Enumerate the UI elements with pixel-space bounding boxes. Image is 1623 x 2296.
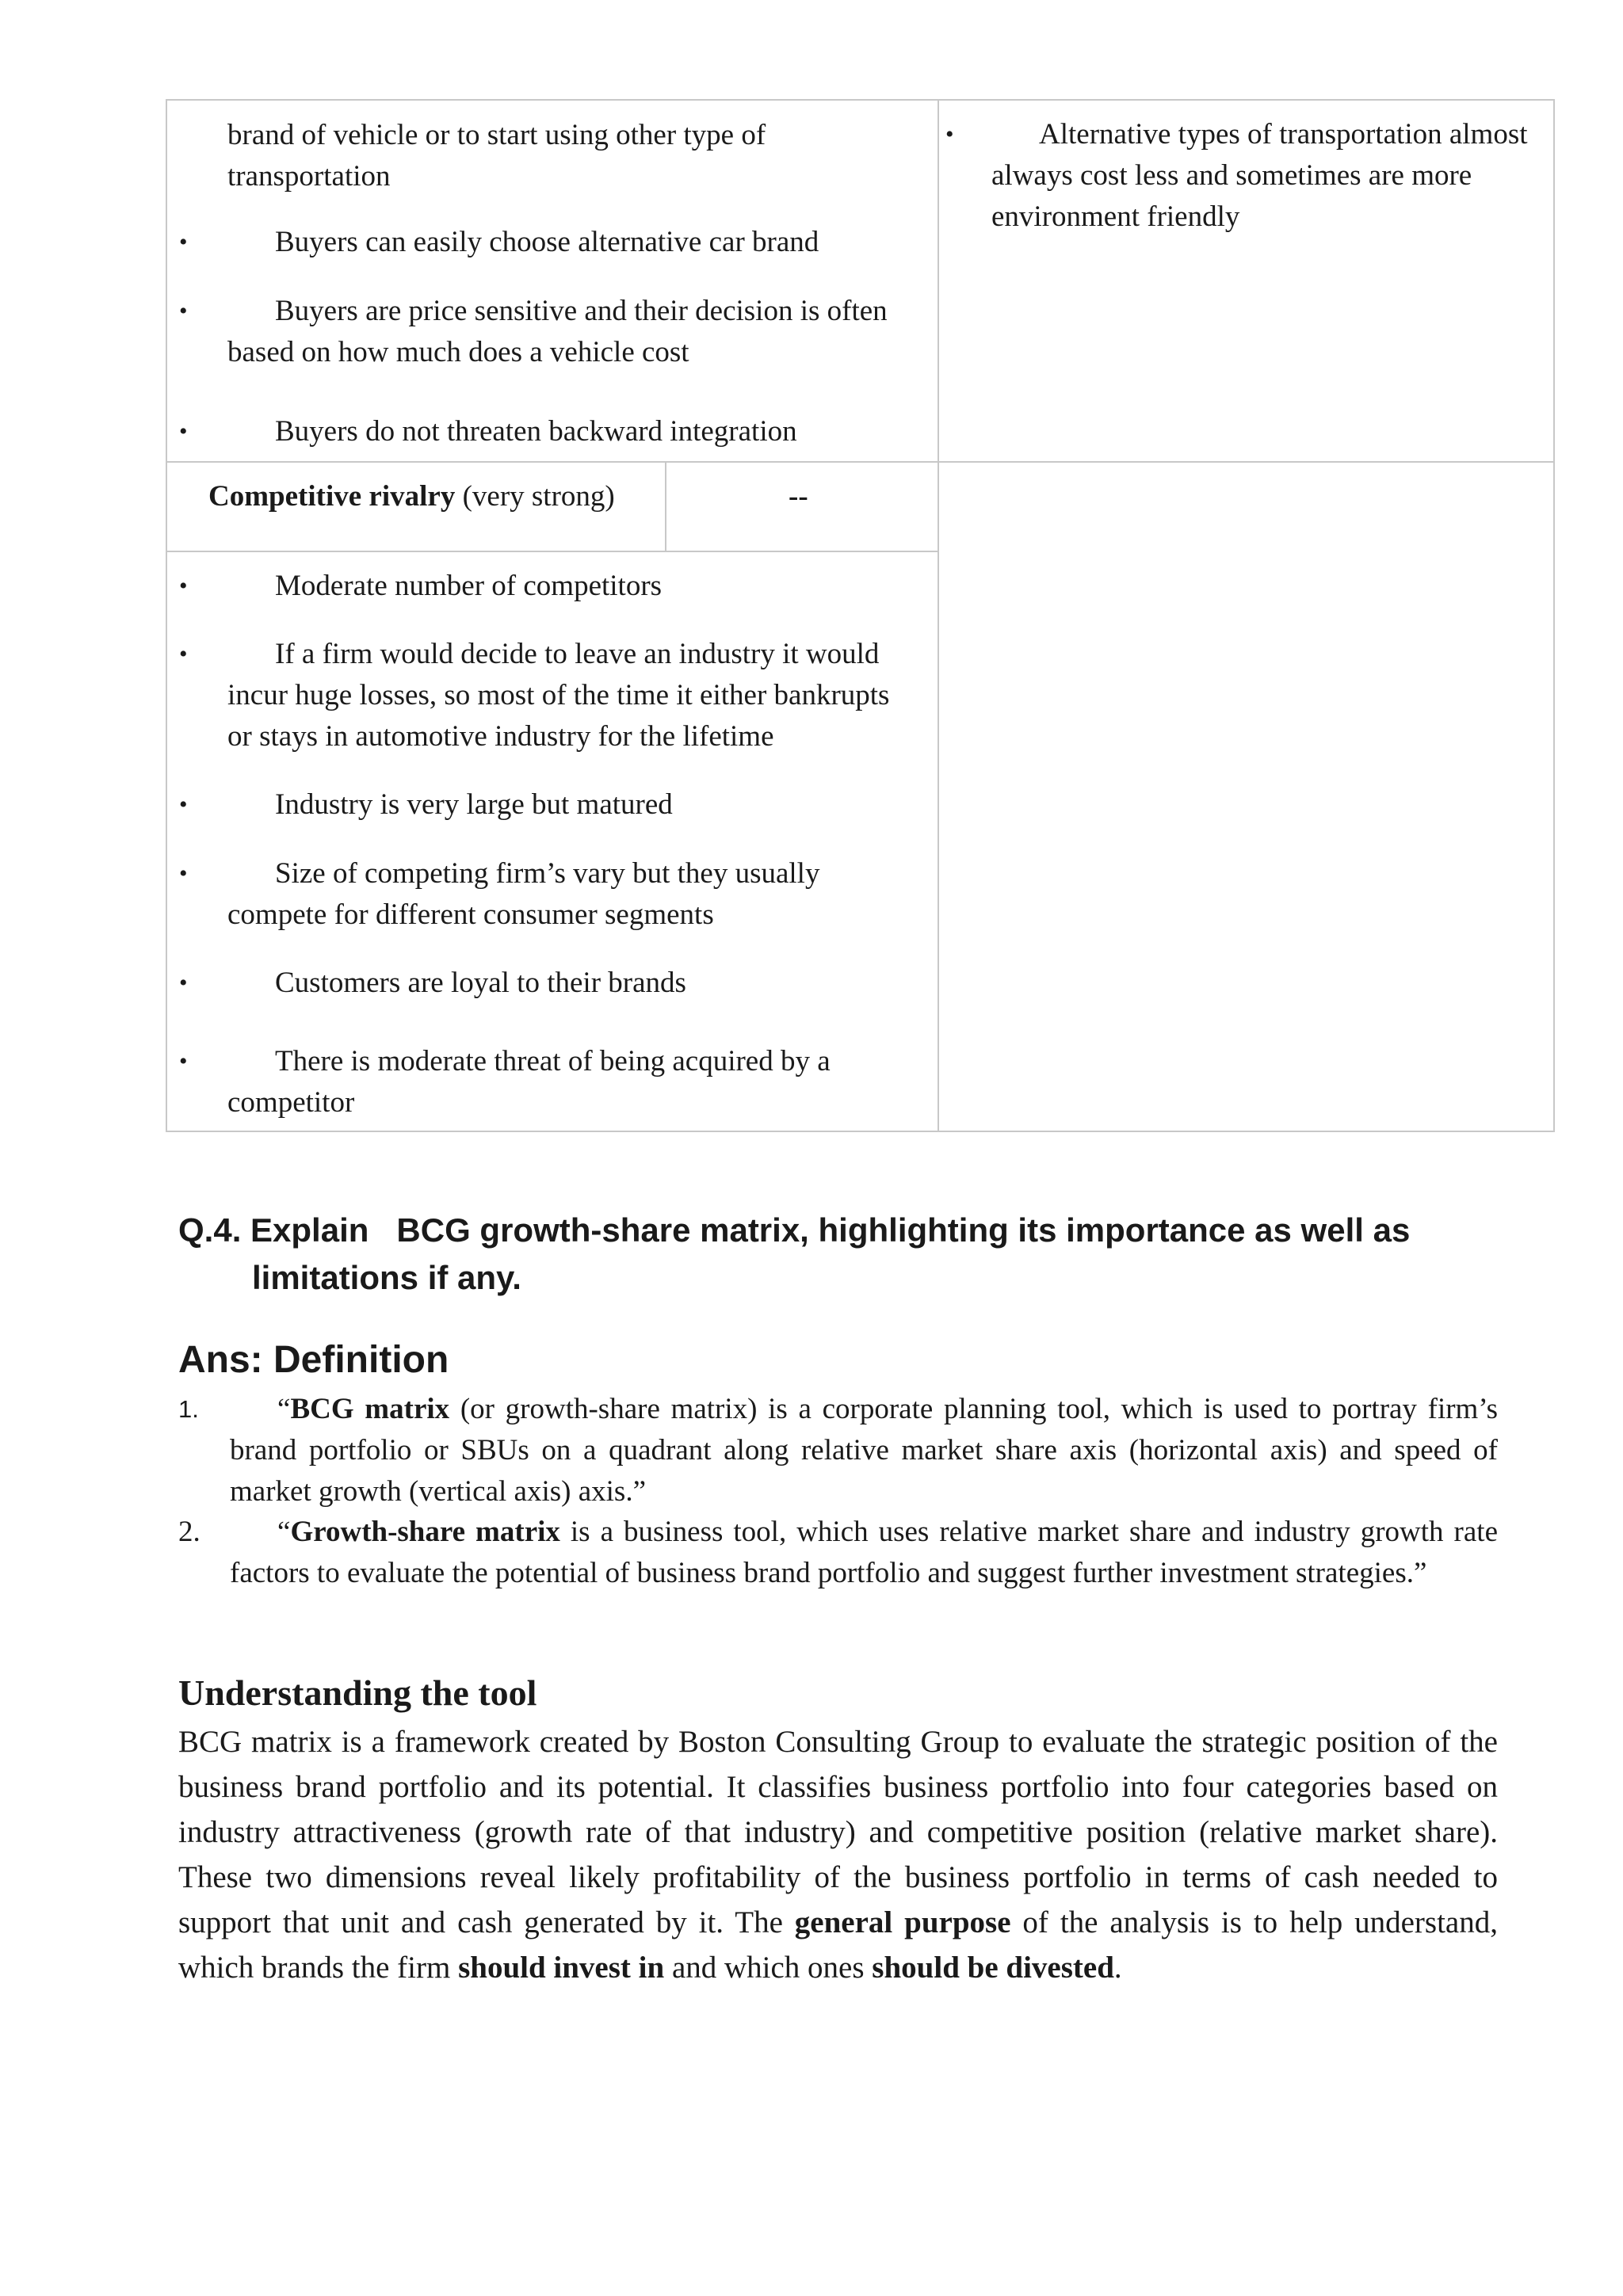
- table-border-rating: [665, 461, 666, 551]
- rivalry-bullet-5: Customers are loyal to their brands: [275, 967, 686, 999]
- bullet-dot: •: [179, 298, 188, 324]
- rivalry-label-rest: (very strong): [455, 480, 615, 513]
- left-bullet-1: Buyers can easily choose alternative car brand: [275, 226, 819, 258]
- paragraph-text-2: of the analysis is to help understand, which brands the firm: [178, 1905, 1498, 1985]
- right-bullet-1: Alternative types of transportation almost always cost less and sometimes are more environment friendly: [991, 118, 1528, 233]
- bullet-dot: •: [179, 970, 188, 996]
- rivalry-bullet-1: Moderate number of competitors: [275, 570, 663, 602]
- definition-1-text: (or growth-share matrix) is a corporate planning tool, which is used to portray firm’s brand portfolio or SBUs on a quadrant along relative market share axis (horizontal axis) and speed of market growth (vertical axis) axis.”: [230, 1393, 1499, 1508]
- table-border-top: [166, 99, 1555, 101]
- paragraph-bold-3: should be divested: [872, 1951, 1114, 1985]
- rivalry-bullet-3: Industry is very large but matured: [275, 788, 673, 821]
- bullet-dot: •: [179, 418, 188, 444]
- table-border-right: [1553, 99, 1555, 1132]
- section-heading: Understanding the tool: [178, 1672, 537, 1713]
- bullet-dot: •: [945, 121, 954, 147]
- left-bullet-3: Buyers do not threaten backward integration: [275, 415, 797, 448]
- body-paragraph: [178, 1719, 1498, 1990]
- bullet-dot: •: [179, 573, 188, 599]
- left-cell-continuation: brand of vehicle or to start using other type of transportation: [227, 119, 766, 193]
- bullet-dot: •: [179, 1048, 188, 1074]
- table-border-rivalry: [166, 551, 938, 552]
- left-bullet-2: Buyers are price sensitive and their decision is often based on how much does a vehicle cost: [227, 295, 888, 368]
- answer-heading: Ans: Definition: [178, 1339, 449, 1381]
- bullet-dot: •: [179, 229, 188, 255]
- definition-1-term: BCG matrix: [290, 1393, 450, 1425]
- question-line-2: limitations if any.: [252, 1259, 521, 1296]
- rivalry-label: [208, 476, 660, 517]
- definition-1-quote: “: [277, 1393, 291, 1425]
- paragraph-bold-1: general purpose: [794, 1905, 1011, 1939]
- bullet-dot: •: [179, 791, 188, 818]
- rivalry-bullet-4: Size of competing firm’s vary but they usually compete for different consumer segments: [227, 857, 820, 931]
- paragraph-text-4: .: [1113, 1951, 1122, 1985]
- definition-1: [230, 1389, 1498, 1512]
- definition-2: [230, 1512, 1498, 1594]
- bullet-dot: •: [179, 641, 188, 667]
- rivalry-bullet-2: If a firm would decide to leave an industry it would incur huge losses, so most of the time it either bankrupts or stays in automotive industry for the lifetime: [227, 638, 890, 753]
- paragraph-text-1: BCG matrix is a framework created by Boston Consulting Group to evaluate the strategic position of the business brand portfolio and its potential. It classifies business portfolio into four categories based on industry attractiveness (growth rate of that industry) and competitive position (relative market share). These two dimensions reveal likely profitability of the business portfolio in terms of cash needed to support that unit and cash generated by it. The: [178, 1725, 1498, 1939]
- table-border-bottom: [166, 1131, 1555, 1132]
- definition-2-quote: “: [277, 1516, 291, 1548]
- definition-2-term: Growth-share matrix: [290, 1516, 560, 1548]
- paragraph-bold-2: should invest in: [458, 1951, 665, 1985]
- table-border-center: [938, 99, 939, 1132]
- bullet-dot: •: [179, 860, 188, 887]
- rivalry-rating: --: [789, 480, 808, 513]
- rivalry-label-bold: Competitive rivalry: [208, 480, 456, 513]
- definition-number-1: 1.: [178, 1395, 199, 1423]
- rivalry-bullet-6: There is moderate threat of being acquired by a competitor: [227, 1045, 831, 1119]
- paragraph-text-3: and which ones: [664, 1951, 873, 1985]
- definition-number-2: 2.: [178, 1516, 200, 1548]
- table-border-mid: [166, 461, 1555, 463]
- table-border-left: [166, 99, 167, 1132]
- question-line-1: Q.4. Explain BCG growth-share matrix, highlighting its importance as well as: [178, 1211, 1411, 1249]
- definition-2-text: is a business tool, which uses relative market share and industry growth rate factors to evaluate the potential of business brand portfolio and suggest further investment strategies.”: [230, 1516, 1498, 1589]
